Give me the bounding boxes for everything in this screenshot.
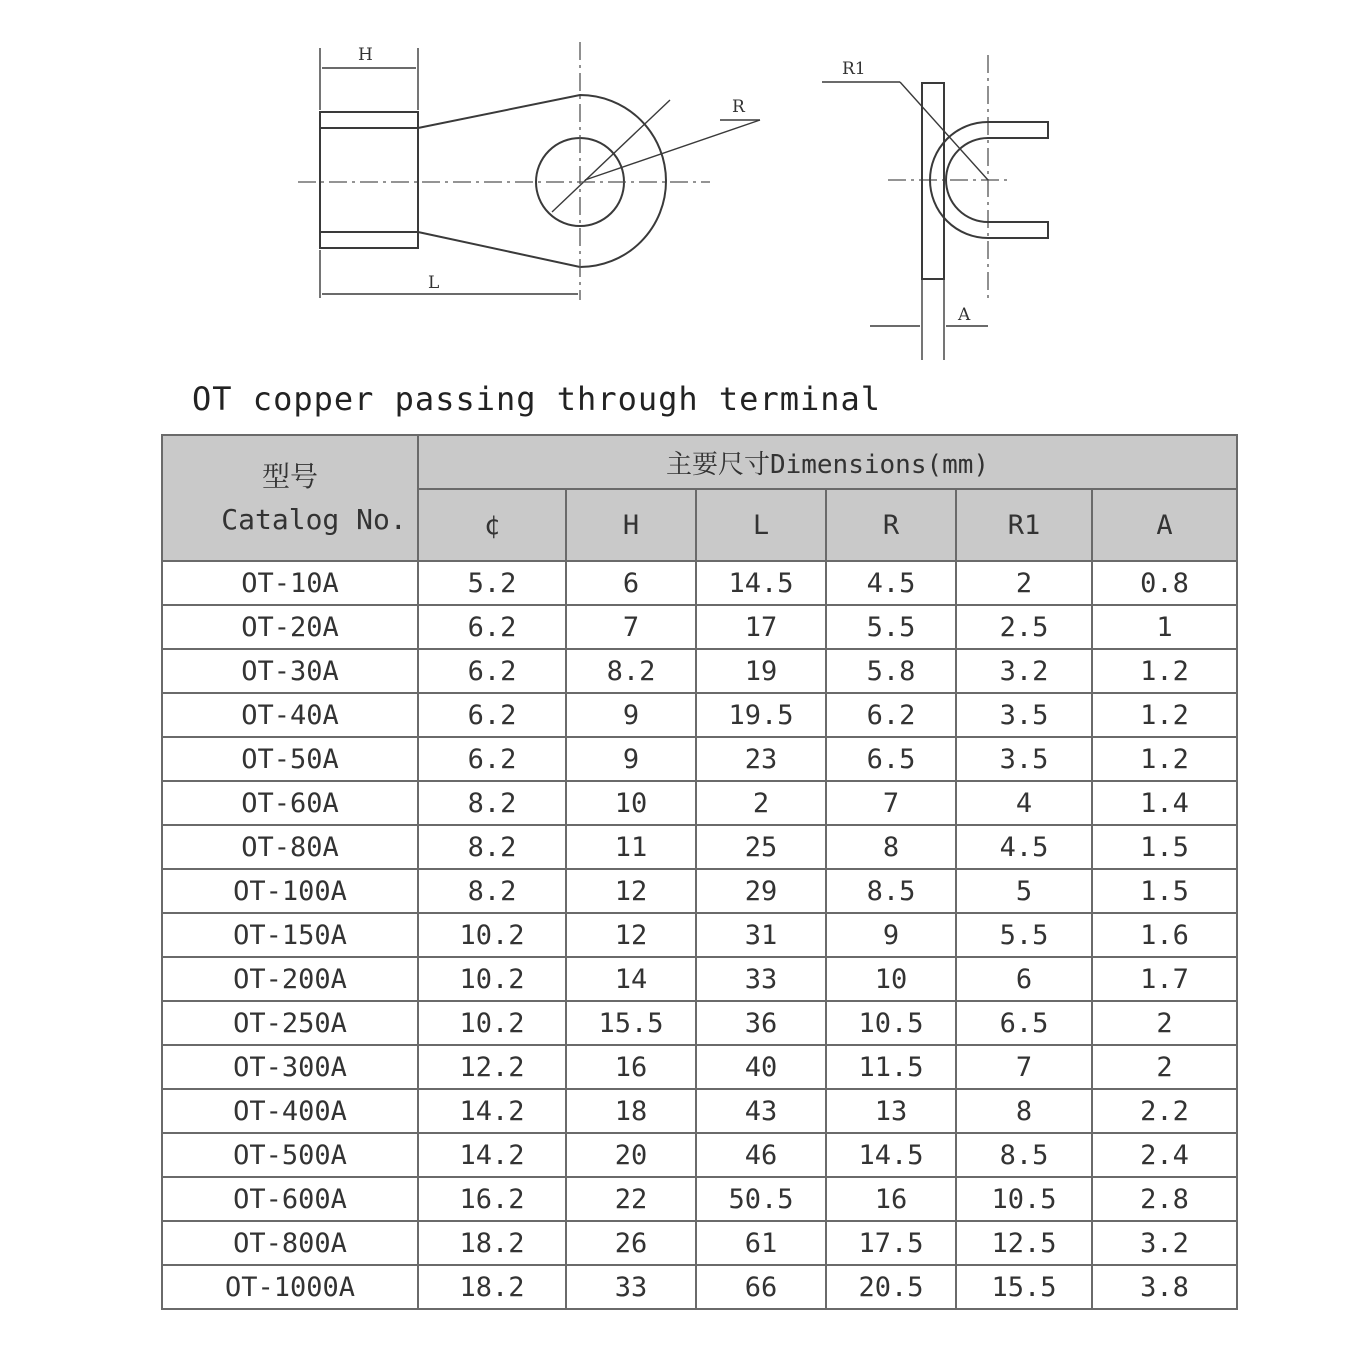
value-cell: 33 bbox=[566, 1265, 696, 1309]
value-cell: 14 bbox=[566, 957, 696, 1001]
value-cell: 17.5 bbox=[826, 1221, 956, 1265]
table-row bbox=[162, 781, 1237, 825]
value-cell: 10.5 bbox=[956, 1177, 1092, 1221]
page-title: OT copper passing through terminal bbox=[192, 380, 882, 418]
value-cell: 1.2 bbox=[1092, 737, 1237, 781]
table-row bbox=[162, 825, 1237, 869]
catalog-cell: OT-80A bbox=[162, 825, 418, 869]
dimensions-header: 主要尺寸Dimensions(mm) bbox=[418, 435, 1237, 489]
table-row bbox=[162, 913, 1237, 957]
catalog-cell: OT-20A bbox=[162, 605, 418, 649]
catalog-header-cn: 型号 bbox=[261, 459, 318, 493]
value-cell: 6.2 bbox=[418, 605, 566, 649]
value-cell: 2.5 bbox=[956, 605, 1092, 649]
value-cell: 18 bbox=[566, 1089, 696, 1133]
value-cell: 1.7 bbox=[1092, 957, 1237, 1001]
value-cell: 7 bbox=[566, 605, 696, 649]
catalog-cell: OT-30A bbox=[162, 649, 418, 693]
catalog-cell: OT-40A bbox=[162, 693, 418, 737]
value-cell: 20.5 bbox=[826, 1265, 956, 1309]
value-cell: 10 bbox=[566, 781, 696, 825]
value-cell: 66 bbox=[696, 1265, 826, 1309]
value-cell: 1 bbox=[1092, 605, 1237, 649]
dim-label-h: H bbox=[358, 45, 373, 65]
value-cell: 43 bbox=[696, 1089, 826, 1133]
table-row bbox=[162, 1045, 1237, 1089]
table-row bbox=[162, 1001, 1237, 1045]
value-cell: 4.5 bbox=[956, 825, 1092, 869]
value-cell: 19.5 bbox=[696, 693, 826, 737]
catalog-cell: OT-100A bbox=[162, 869, 418, 913]
value-cell: 14.2 bbox=[418, 1133, 566, 1177]
catalog-header bbox=[162, 435, 418, 561]
value-cell: 9 bbox=[566, 737, 696, 781]
value-cell: 6.5 bbox=[956, 1001, 1092, 1045]
catalog-cell: OT-50A bbox=[162, 737, 418, 781]
value-cell: 16.2 bbox=[418, 1177, 566, 1221]
column-header: R1 bbox=[956, 489, 1092, 561]
catalog-header-en: Catalog No. bbox=[221, 503, 407, 536]
value-cell: 10 bbox=[826, 957, 956, 1001]
value-cell: 3.8 bbox=[1092, 1265, 1237, 1309]
table-row bbox=[162, 869, 1237, 913]
value-cell: 18.2 bbox=[418, 1221, 566, 1265]
barrel-outline bbox=[320, 112, 418, 248]
dim-label-a: A bbox=[958, 305, 971, 325]
value-cell: 6.2 bbox=[826, 693, 956, 737]
value-cell: 4 bbox=[956, 781, 1092, 825]
value-cell: 8.2 bbox=[566, 649, 696, 693]
table-row bbox=[162, 693, 1237, 737]
value-cell: 8.2 bbox=[418, 869, 566, 913]
value-cell: 61 bbox=[696, 1221, 826, 1265]
value-cell: 11 bbox=[566, 825, 696, 869]
value-cell: 12 bbox=[566, 869, 696, 913]
value-cell: 9 bbox=[826, 913, 956, 957]
value-cell: 4.5 bbox=[826, 561, 956, 605]
value-cell: 8.2 bbox=[418, 781, 566, 825]
catalog-cell: OT-300A bbox=[162, 1045, 418, 1089]
dim-label-r: R bbox=[732, 97, 745, 117]
value-cell: 6 bbox=[956, 957, 1092, 1001]
value-cell: 9 bbox=[566, 693, 696, 737]
value-cell: 1.5 bbox=[1092, 869, 1237, 913]
value-cell: 18.2 bbox=[418, 1265, 566, 1309]
value-cell: 2 bbox=[956, 561, 1092, 605]
value-cell: 7 bbox=[956, 1045, 1092, 1089]
table-row bbox=[162, 561, 1237, 605]
value-cell: 2.2 bbox=[1092, 1089, 1237, 1133]
column-header: L bbox=[696, 489, 826, 561]
value-cell: 5.5 bbox=[826, 605, 956, 649]
column-header: ¢ bbox=[418, 489, 566, 561]
table-row bbox=[162, 1133, 1237, 1177]
value-cell: 5.5 bbox=[956, 913, 1092, 957]
terminal-technical-drawing bbox=[0, 0, 1372, 380]
table-row bbox=[162, 957, 1237, 1001]
value-cell: 2 bbox=[1092, 1045, 1237, 1089]
value-cell: 10.2 bbox=[418, 957, 566, 1001]
catalog-cell: OT-60A bbox=[162, 781, 418, 825]
value-cell: 20 bbox=[566, 1133, 696, 1177]
table-row bbox=[162, 1221, 1237, 1265]
column-header: R bbox=[826, 489, 956, 561]
value-cell: 1.6 bbox=[1092, 913, 1237, 957]
value-cell: 1.2 bbox=[1092, 693, 1237, 737]
value-cell: 36 bbox=[696, 1001, 826, 1045]
value-cell: 8 bbox=[956, 1089, 1092, 1133]
value-cell: 5 bbox=[956, 869, 1092, 913]
value-cell: 23 bbox=[696, 737, 826, 781]
value-cell: 15.5 bbox=[956, 1265, 1092, 1309]
value-cell: 12 bbox=[566, 913, 696, 957]
value-cell: 2 bbox=[696, 781, 826, 825]
value-cell: 6 bbox=[566, 561, 696, 605]
value-cell: 22 bbox=[566, 1177, 696, 1221]
catalog-cell: OT-1000A bbox=[162, 1265, 418, 1309]
value-cell: 5.8 bbox=[826, 649, 956, 693]
value-cell: 14.5 bbox=[826, 1133, 956, 1177]
table-row bbox=[162, 1265, 1237, 1309]
table-row bbox=[162, 649, 1237, 693]
value-cell: 3.2 bbox=[1092, 1221, 1237, 1265]
side-plate bbox=[922, 83, 944, 279]
catalog-cell: OT-250A bbox=[162, 1001, 418, 1045]
value-cell: 16 bbox=[826, 1177, 956, 1221]
dim-label-r1: R1 bbox=[842, 59, 866, 79]
catalog-cell: OT-150A bbox=[162, 913, 418, 957]
value-cell: 2 bbox=[1092, 1001, 1237, 1045]
value-cell: 19 bbox=[696, 649, 826, 693]
value-cell: 3.2 bbox=[956, 649, 1092, 693]
dimensions-table bbox=[161, 434, 1238, 1310]
value-cell: 1.5 bbox=[1092, 825, 1237, 869]
value-cell: 12.5 bbox=[956, 1221, 1092, 1265]
table-row bbox=[162, 1089, 1237, 1133]
value-cell: 5.2 bbox=[418, 561, 566, 605]
value-cell: 13 bbox=[826, 1089, 956, 1133]
value-cell: 40 bbox=[696, 1045, 826, 1089]
value-cell: 10.5 bbox=[826, 1001, 956, 1045]
value-cell: 50.5 bbox=[696, 1177, 826, 1221]
value-cell: 14.2 bbox=[418, 1089, 566, 1133]
value-cell: 2.8 bbox=[1092, 1177, 1237, 1221]
value-cell: 17 bbox=[696, 605, 826, 649]
value-cell: 26 bbox=[566, 1221, 696, 1265]
catalog-cell: OT-10A bbox=[162, 561, 418, 605]
column-header: A bbox=[1092, 489, 1237, 561]
catalog-cell: OT-200A bbox=[162, 957, 418, 1001]
value-cell: 8.5 bbox=[826, 869, 956, 913]
value-cell: 6.2 bbox=[418, 693, 566, 737]
ring-tongue-outline bbox=[418, 95, 666, 267]
value-cell: 10.2 bbox=[418, 913, 566, 957]
value-cell: 3.5 bbox=[956, 693, 1092, 737]
value-cell: 1.2 bbox=[1092, 649, 1237, 693]
value-cell: 6.5 bbox=[826, 737, 956, 781]
value-cell: 1.4 bbox=[1092, 781, 1237, 825]
value-cell: 33 bbox=[696, 957, 826, 1001]
catalog-cell: OT-500A bbox=[162, 1133, 418, 1177]
value-cell: 2.4 bbox=[1092, 1133, 1237, 1177]
table-row bbox=[162, 1177, 1237, 1221]
table-row bbox=[162, 737, 1237, 781]
value-cell: 46 bbox=[696, 1133, 826, 1177]
dim-label-l: L bbox=[428, 273, 440, 293]
value-cell: 31 bbox=[696, 913, 826, 957]
value-cell: 8 bbox=[826, 825, 956, 869]
value-cell: 0.8 bbox=[1092, 561, 1237, 605]
table-row bbox=[162, 605, 1237, 649]
value-cell: 8.5 bbox=[956, 1133, 1092, 1177]
value-cell: 15.5 bbox=[566, 1001, 696, 1045]
value-cell: 10.2 bbox=[418, 1001, 566, 1045]
catalog-cell: OT-800A bbox=[162, 1221, 418, 1265]
value-cell: 3.5 bbox=[956, 737, 1092, 781]
value-cell: 6.2 bbox=[418, 649, 566, 693]
value-cell: 12.2 bbox=[418, 1045, 566, 1089]
catalog-cell: OT-400A bbox=[162, 1089, 418, 1133]
value-cell: 14.5 bbox=[696, 561, 826, 605]
catalog-cell: OT-600A bbox=[162, 1177, 418, 1221]
value-cell: 25 bbox=[696, 825, 826, 869]
value-cell: 6.2 bbox=[418, 737, 566, 781]
value-cell: 7 bbox=[826, 781, 956, 825]
column-header: H bbox=[566, 489, 696, 561]
value-cell: 29 bbox=[696, 869, 826, 913]
value-cell: 11.5 bbox=[826, 1045, 956, 1089]
value-cell: 8.2 bbox=[418, 825, 566, 869]
value-cell: 16 bbox=[566, 1045, 696, 1089]
